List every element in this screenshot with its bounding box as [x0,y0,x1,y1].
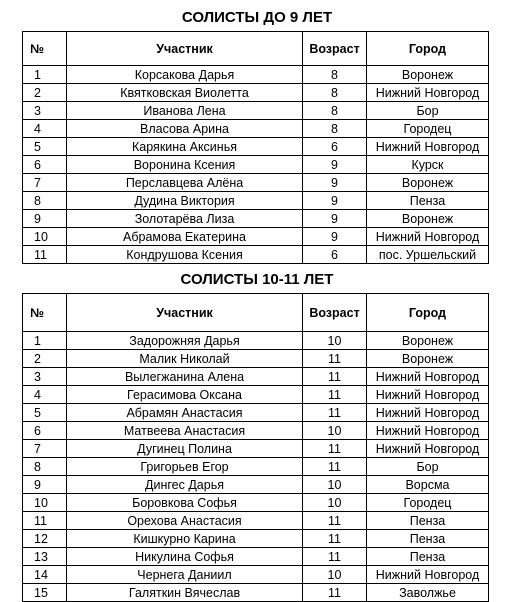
cell-city: Пенза [367,548,489,566]
table-header-row [23,32,489,66]
cell-city: Пенза [367,192,489,210]
cell-number: 2 [23,84,67,102]
cell-participant: Григорьев Егор [67,458,303,476]
cell-number: 2 [23,350,67,368]
cell-age: 6 [303,138,367,156]
cell-city: Воронеж [367,350,489,368]
column-header-city: Город [367,294,489,332]
cell-age: 11 [303,386,367,404]
table-soloists-10-11 [22,293,489,602]
cell-participant: Абрамова Екатерина [67,228,303,246]
cell-age: 8 [303,102,367,120]
table-row [23,530,489,548]
table-row [23,566,489,584]
section-title-10-11: СОЛИСТЫ 10-11 ЛЕТ [180,271,334,288]
cell-participant: Квятковская Виолетта [67,84,303,102]
cell-age: 9 [303,174,367,192]
cell-age: 10 [303,476,367,494]
cell-age: 8 [303,120,367,138]
cell-participant: Задорожняя Дарья [67,332,303,350]
cell-city: Нижний Новгород [367,228,489,246]
table-row [23,84,489,102]
cell-age: 11 [303,404,367,422]
table-row [23,192,489,210]
cell-age: 10 [303,566,367,584]
table-row [23,174,489,192]
column-header-participant: Участник [67,294,303,332]
cell-number: 5 [23,138,67,156]
cell-participant: Дингес Дарья [67,476,303,494]
cell-participant: Корсакова Дарья [67,66,303,84]
table-row [23,476,489,494]
cell-participant: Абрамян Анастасия [67,404,303,422]
cell-city: Заволжье [367,584,489,602]
cell-city: пос. Уршельский [367,246,489,264]
table-row [23,332,489,350]
table-row [23,512,489,530]
cell-number: 13 [23,548,67,566]
cell-city: Городец [367,494,489,512]
cell-number: 5 [23,404,67,422]
column-header-city: Город [367,32,489,66]
cell-city: Пенза [367,530,489,548]
table-row [23,156,489,174]
table-row [23,246,489,264]
table-row [23,494,489,512]
table-body [23,332,489,602]
cell-city: Воронеж [367,210,489,228]
cell-number: 9 [23,476,67,494]
table-header-row [23,294,489,332]
cell-city: Нижний Новгород [367,422,489,440]
cell-number: 15 [23,584,67,602]
cell-participant: Дудина Виктория [67,192,303,210]
cell-city: Воронеж [367,174,489,192]
cell-age: 11 [303,458,367,476]
cell-number: 14 [23,566,67,584]
table-row [23,386,489,404]
cell-age: 6 [303,246,367,264]
section-title-under-9: СОЛИСТЫ ДО 9 ЛЕТ [181,9,333,26]
cell-age: 8 [303,66,367,84]
table-row [23,66,489,84]
table-row [23,548,489,566]
table-row [23,228,489,246]
cell-age: 11 [303,548,367,566]
cell-city: Нижний Новгород [367,440,489,458]
cell-participant: Чернега Даниил [67,566,303,584]
table-body [23,66,489,264]
cell-participant: Иванова Лена [67,102,303,120]
column-header-number: № [23,32,67,66]
table-row [23,458,489,476]
table-row [23,210,489,228]
cell-age: 11 [303,440,367,458]
cell-city: Ворсма [367,476,489,494]
cell-number: 3 [23,102,67,120]
cell-city: Курск [367,156,489,174]
cell-city: Бор [367,458,489,476]
cell-participant: Кишкурно Карина [67,530,303,548]
cell-city: Бор [367,102,489,120]
table-row [23,138,489,156]
cell-number: 7 [23,440,67,458]
table-row [23,584,489,602]
cell-participant: Вылегжанина Алена [67,368,303,386]
cell-number: 1 [23,332,67,350]
cell-number: 12 [23,530,67,548]
cell-city: Нижний Новгород [367,368,489,386]
cell-number: 4 [23,120,67,138]
table-row [23,120,489,138]
cell-participant: Матвеева Анастасия [67,422,303,440]
cell-number: 8 [23,192,67,210]
cell-number: 4 [23,386,67,404]
cell-participant: Воронина Ксения [67,156,303,174]
cell-number: 8 [23,458,67,476]
cell-age: 9 [303,192,367,210]
table-row [23,368,489,386]
cell-participant: Никулина Софья [67,548,303,566]
cell-age: 11 [303,512,367,530]
cell-age: 9 [303,210,367,228]
table-row [23,404,489,422]
cell-city: Нижний Новгород [367,404,489,422]
cell-age: 9 [303,228,367,246]
cell-participant: Кондрушова Ксения [67,246,303,264]
cell-city: Нижний Новгород [367,386,489,404]
cell-participant: Перславцева Алёна [67,174,303,192]
column-header-age: Возраст [303,294,367,332]
cell-age: 11 [303,350,367,368]
cell-age: 11 [303,368,367,386]
cell-city: Воронеж [367,66,489,84]
column-header-number: № [23,294,67,332]
cell-participant: Боровкова Софья [67,494,303,512]
table-row [23,102,489,120]
cell-number: 10 [23,228,67,246]
table-soloists-under-9 [22,31,489,264]
table-row [23,350,489,368]
table-row [23,422,489,440]
cell-participant: Галяткин Вячеслав [67,584,303,602]
cell-participant: Власова Арина [67,120,303,138]
cell-age: 9 [303,156,367,174]
cell-participant: Карякина Аксинья [67,138,303,156]
cell-age: 11 [303,530,367,548]
cell-age: 10 [303,494,367,512]
cell-number: 3 [23,368,67,386]
cell-city: Нижний Новгород [367,138,489,156]
cell-city: Воронеж [367,332,489,350]
cell-city: Пенза [367,512,489,530]
cell-city: Нижний Новгород [367,566,489,584]
cell-number: 11 [23,246,67,264]
cell-age: 11 [303,584,367,602]
cell-city: Городец [367,120,489,138]
cell-number: 10 [23,494,67,512]
cell-city: Нижний Новгород [367,84,489,102]
cell-number: 6 [23,422,67,440]
cell-age: 10 [303,422,367,440]
table-row [23,440,489,458]
cell-participant: Малик Николай [67,350,303,368]
cell-age: 10 [303,332,367,350]
cell-age: 8 [303,84,367,102]
column-header-participant: Участник [67,32,303,66]
cell-participant: Дугинец Полина [67,440,303,458]
cell-participant: Орехова Анастасия [67,512,303,530]
cell-number: 11 [23,512,67,530]
cell-participant: Герасимова Оксана [67,386,303,404]
cell-number: 6 [23,156,67,174]
cell-number: 1 [23,66,67,84]
column-header-age: Возраст [303,32,367,66]
cell-number: 7 [23,174,67,192]
cell-participant: Золотарёва Лиза [67,210,303,228]
cell-number: 9 [23,210,67,228]
